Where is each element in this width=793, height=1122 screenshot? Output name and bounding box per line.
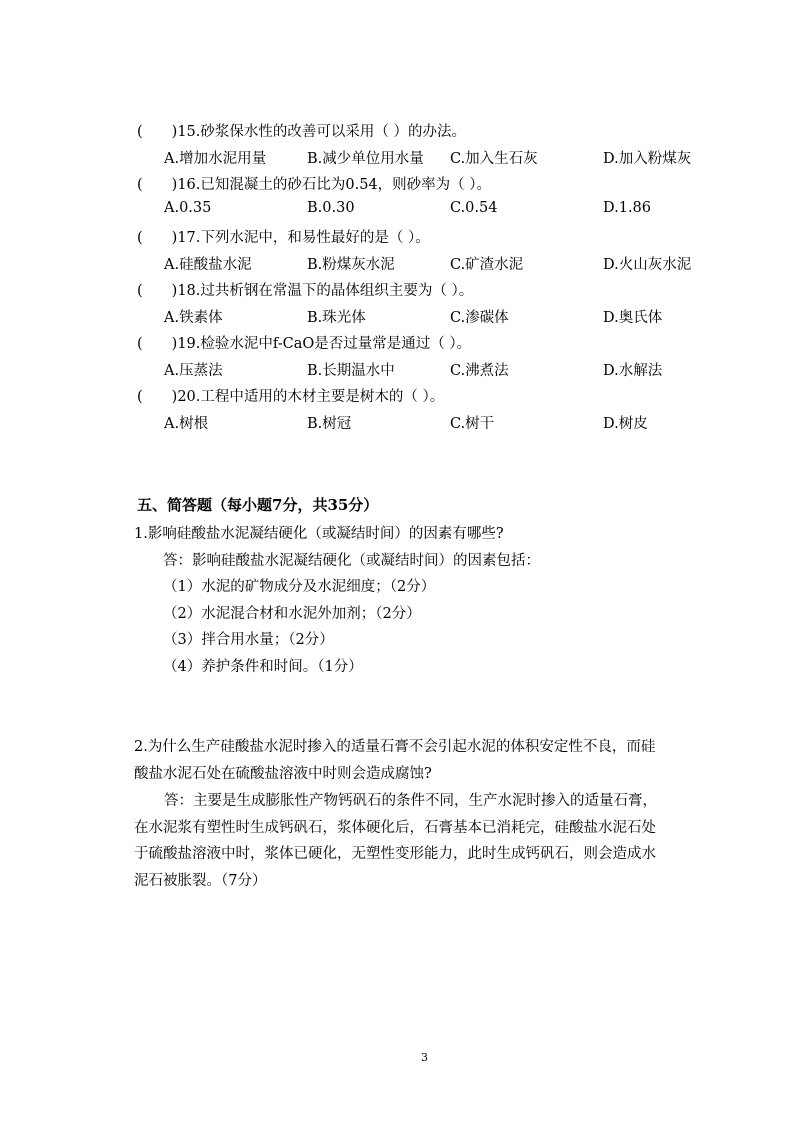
- q19-option-b: B.长期温水中: [307, 363, 395, 379]
- short-answer-1-point: （2）水泥混合材和水泥外加剂；（2分）: [163, 606, 421, 622]
- short-answer-1-question: 1.影响硅酸盐水泥凝结硬化（或凝结时间）的因素有哪些?: [134, 526, 504, 542]
- q19-option-c: C.沸煮法: [450, 363, 509, 379]
- question-17-stem: ( )17.下列水泥中，和易性最好的是（ ）。: [137, 230, 430, 246]
- q18-option-c: C.渗碳体: [450, 310, 509, 326]
- question-15-stem: ( )15.砂浆保水性的改善可以采用（ ）的办法。: [137, 124, 466, 140]
- short-answer-1-point: （1）水泥的矿物成分及水泥细度；（2分）: [163, 579, 436, 595]
- short-answer-1-intro: 答：影响硅酸盐水泥凝结硬化（或凝结时间）的因素包括：: [163, 553, 540, 569]
- q20-option-c: C.树干: [450, 416, 495, 432]
- q18-option-d: D.奥氏体: [603, 310, 663, 326]
- short-answer-2-answer: 泥石被胀裂。（7分）: [134, 873, 267, 889]
- q17-option-d: D.火山灰水泥: [603, 257, 692, 273]
- q15-option-d: D.加入粉煤灰: [603, 151, 692, 167]
- question-19-stem: ( )19.检验水泥中f-CaO是否过量常是通过（ ）。: [137, 336, 472, 352]
- q19-option-d: D.水解法: [603, 363, 663, 379]
- q17-option-a: A.硅酸盐水泥: [164, 257, 252, 273]
- q18-option-a: A.铁素体: [164, 310, 223, 326]
- q20-option-a: A.树根: [164, 416, 209, 432]
- q15-option-a: A.增加水泥用量: [164, 151, 267, 167]
- question-16-stem: ( )16.已知混凝土的砂石比为0.54，则砂率为（ ）。: [137, 177, 492, 193]
- section-title: 五、简答题（每小题7分，共35分）: [137, 496, 379, 514]
- short-answer-2-question: 2.为什么生产硅酸盐水泥时掺入的适量石膏不会引起水泥的体积安定性不良，而硅: [134, 739, 656, 755]
- short-answer-1-point: （3）拌合用水量；（2分）: [163, 632, 334, 648]
- q18-option-b: B.珠光体: [307, 310, 366, 326]
- q19-option-a: A.压蒸法: [164, 363, 223, 379]
- q16-option-c: C.0.54: [450, 200, 498, 216]
- question-18-stem: ( )18.过共析钢在常温下的晶体组织主要为（ ）。: [137, 283, 474, 299]
- page-number: 3: [421, 1051, 428, 1064]
- short-answer-2-answer: 答：主要是生成膨胀性产物钙矾石的条件不同，生产水泥时掺入的适量石膏，: [164, 793, 657, 809]
- question-20-stem: ( )20.工程中适用的木材主要是树木的（ ）。: [137, 389, 445, 405]
- short-answer-2-answer: 于硫酸盐溶液中时，浆体已硬化，无塑性变形能力，此时生成钙矾石，则会造成水: [134, 846, 656, 862]
- short-answer-2-question: 酸盐水泥石处在硫酸盐溶液中时则会造成腐蚀?: [134, 766, 432, 782]
- short-answer-1-point: （4）养护条件和时间。（1分）: [163, 659, 363, 675]
- short-answer-2-answer: 在水泥浆有塑性时生成钙矾石，浆体硬化后，石膏基本已消耗完，硅酸盐水泥石处: [134, 820, 656, 836]
- q17-option-c: C.矿渣水泥: [450, 257, 524, 273]
- q16-option-b: B.0.30: [307, 200, 355, 216]
- q20-option-d: D.树皮: [603, 416, 648, 432]
- q16-option-a: A.0.35: [164, 200, 212, 216]
- q20-option-b: B.树冠: [307, 416, 352, 432]
- q17-option-b: B.粉煤灰水泥: [307, 257, 395, 273]
- q15-option-c: C.加入生石灰: [450, 151, 538, 167]
- q16-option-d: D.1.86: [603, 200, 652, 216]
- q15-option-b: B.减少单位用水量: [307, 151, 424, 167]
